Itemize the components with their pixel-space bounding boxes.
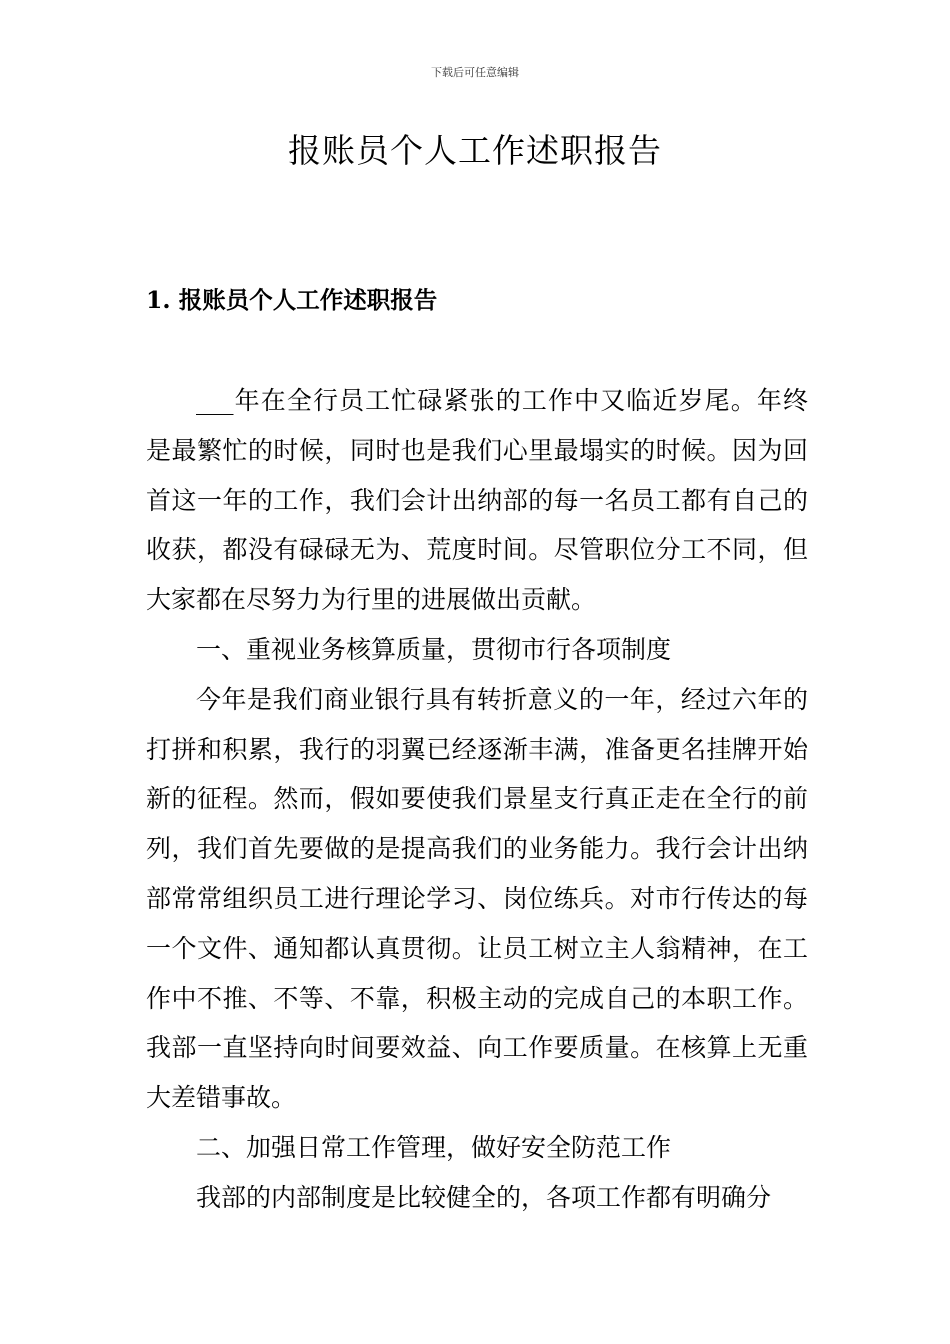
subheading-2: 二、加强日常工作管理，做好安全防范工作 xyxy=(196,1132,672,1162)
document-title: 报账员个人工作述职报告 xyxy=(288,131,662,170)
header-note: 下载后可任意编辑 xyxy=(431,66,519,79)
section-heading: 1. 报账员个人工作述职报告 xyxy=(146,286,438,314)
subheading-1: 一、重视业务核算质量，贯彻市行各项制度 xyxy=(196,634,672,664)
document-body xyxy=(146,376,808,1223)
paragraph-1: 今年是我们商业银行具有转折意义的一年，经过六年的打拼和积累，我行的羽翼已经逐渐丰满，准备更名挂牌开始新的征程。然而，假如要使我们景星支行真正走在全行的前列，我们首先要做的是提高我们的业务能力。我行会计出纳部常常组织员工进行理论学习、岗位练兵。对市行传达的每一个文件、通知都认真贯彻。让员工树立主人翁精神，在工作中不推、不等、不靠，积极主动的完成自己的本职工作。我部一直坚持向时间要效益、向工作要质量。在核算上无重大差错事故。 xyxy=(146,684,808,1113)
paragraph-intro: ___年在全行员工忙碌紧张的工作中又临近岁尾。年终是最繁忙的时候，同时也是我们心里最塌实的时候。因为回首这一年的工作，我们会计出纳部的每一名员工都有自己的收获，都没有碌碌无为、荒度时间。尽管职位分工不同，但大家都在尽努力为行里的进展做出贡献。 xyxy=(146,386,808,615)
paragraph-2: 我部的内部制度是比较健全的，各项工作都有明确分 xyxy=(196,1182,772,1212)
